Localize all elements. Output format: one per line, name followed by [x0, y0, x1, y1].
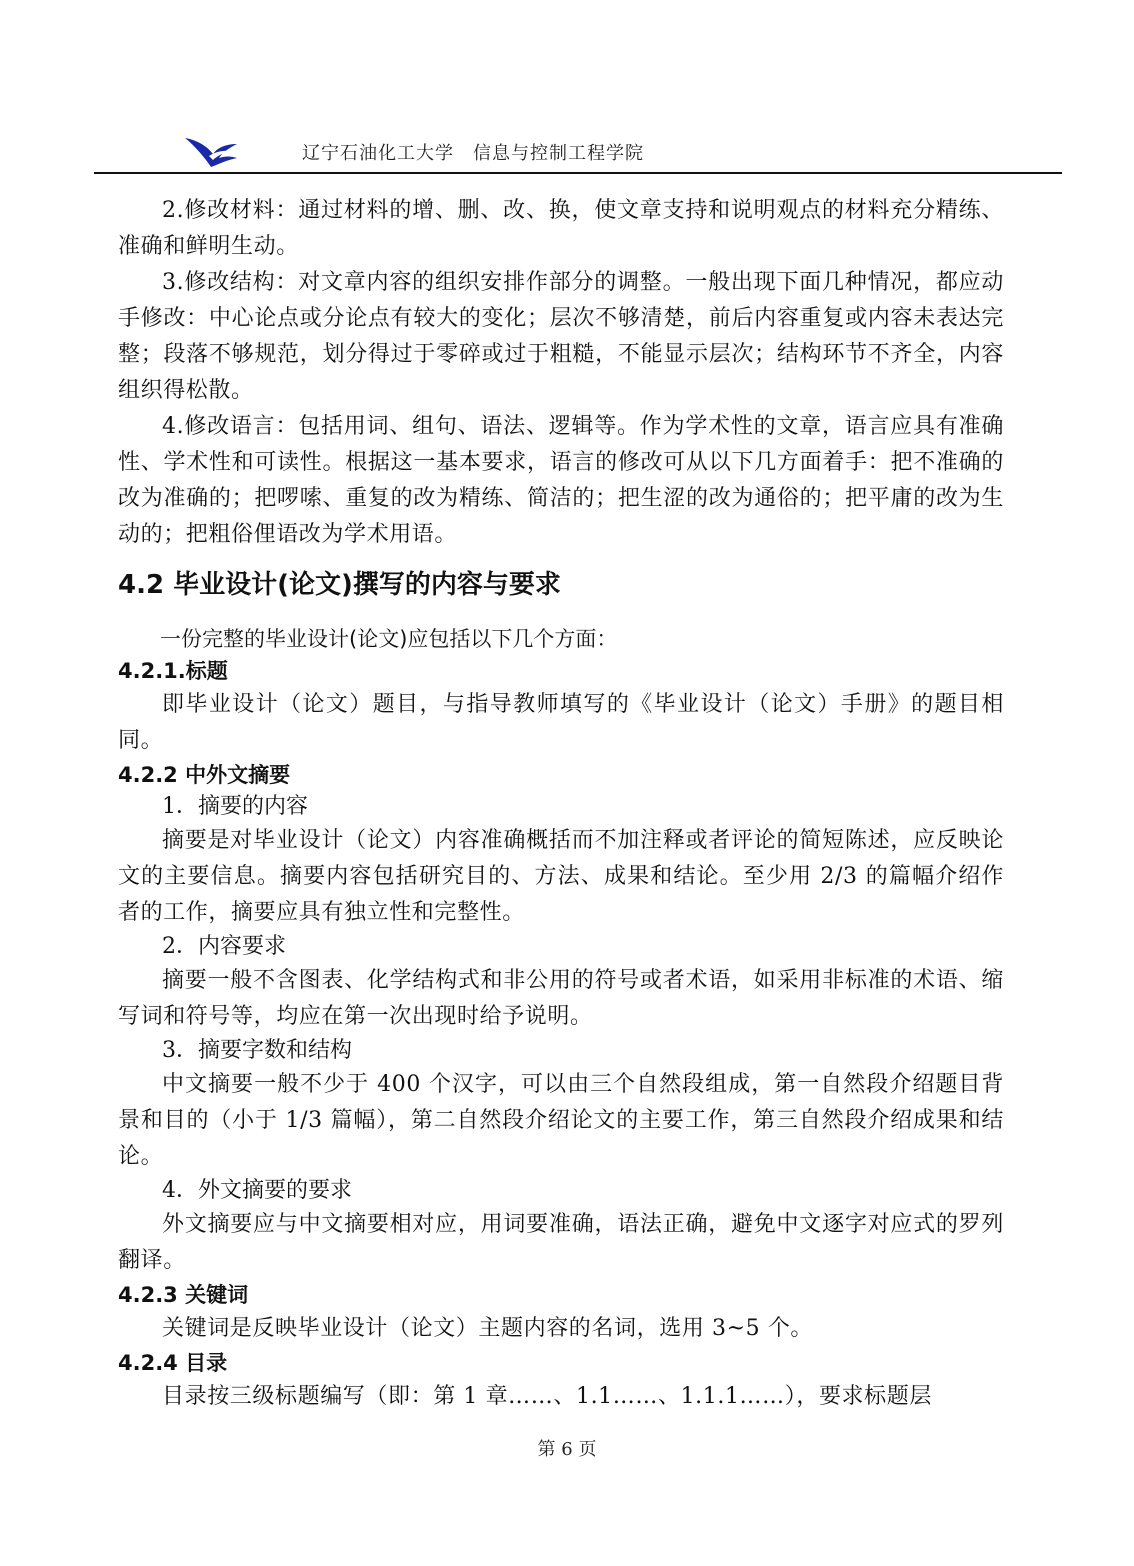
- paragraph-abstract-content: [118, 823, 1004, 931]
- paragraph-toc: 目录按三级标题编写（即：第 1 章……、1.1……、1.1.1……），要求标题层: [162, 1384, 932, 1409]
- abstract-item-4: 4．外文摘要的要求: [162, 1178, 352, 1203]
- paragraph-modify-material: 2.修改材料：通过材料的增、删、改、换，使文章支持和说明观点的材料充分精练、准确和鲜明生动。: [118, 198, 1004, 259]
- keywords-text-emphasis: 主题内容的名词，: [478, 1316, 660, 1341]
- abstract-text-a: 摘要是对毕业设计（论文）内容准确概括而不加注释或者评论的: [162, 828, 800, 853]
- paragraph-abstract-length: 中文摘要一般不少于 400 个汉字，可以由三个自然段组成，第一自然段介绍题目背景和目的（小于 1/3 篇幅），第二自然段介绍论文的主要工作，第三自然段介绍成果和结论。: [118, 1072, 1004, 1169]
- header-divider: [94, 172, 1062, 174]
- abstract-text-emphasis-1: 简短陈述，应反映论文的主要信息。: [118, 828, 1004, 889]
- abstract-item-3: 3．摘要字数和结构: [162, 1038, 352, 1063]
- paragraph-foreign-abstract: 外文摘要应与中文摘要相对应，用词要准确，语法正确，避免中文逐字对应式的罗列翻译。: [118, 1212, 1004, 1273]
- paragraph-keywords: [118, 1311, 1004, 1347]
- heading-4-2-2: 4.2.2 中外文摘要: [118, 763, 291, 787]
- heading-4-2-4: 4.2.4 目录: [118, 1351, 228, 1375]
- page-header: [0, 0, 1134, 180]
- page-number: 第 6 页: [537, 1439, 597, 1460]
- abstract-item-1: 1．摘要的内容: [162, 794, 308, 819]
- header-institution: 辽宁石油化工大学 信息与控制工程学院: [302, 143, 644, 164]
- abstract-text-c: 摘要内容包括: [279, 864, 419, 889]
- keywords-text-c: 选用 3~5 个。: [659, 1316, 814, 1341]
- heading-4-2-3: 4.2.3 关键词: [118, 1283, 249, 1307]
- heading-4-2-1: 4.2.1.标题: [118, 659, 228, 683]
- paragraph-title: 即毕业设计（论文）题目，与指导教师填写的《毕业设计（论文）手册》的题目相同。: [118, 692, 1004, 753]
- paragraph-modify-structure: 3.修改结构：对文章内容的组织安排作部分的调整。一般出现下面几种情况，都应动手修改：中心论点或分论点有较大的变化；层次不够清楚，前后内容重复或内容未表达完整；段落不够规范，划分得过于零碎或过于粗糙，不能显示层次；结构环节不齐全，内容组织得松散。: [118, 270, 1004, 403]
- abstract-text-emphasis-2: 研究目的、方法、成果和结论。: [418, 864, 743, 889]
- keywords-text-a: 关键词是反映毕业设计（论文）: [162, 1316, 479, 1341]
- section-heading-4-2: 4.2 毕业设计(论文)撰写的内容与要求: [118, 570, 561, 600]
- paragraph-modify-language: 4.修改语言：包括用词、组句、语法、逻辑等。作为学术性的文章，语言应具有准确性、学术性和可读性。根据这一基本要求，语言的修改可从以下几方面着手：把不准确的改为准确的；把啰嗦、重复的改为精练、简洁的；把生涩的改为通俗的；把平庸的改为生动的；把粗俗俚语改为学术用语。: [118, 414, 1004, 547]
- university-logo-icon: [183, 134, 239, 168]
- section-lead: 一份完整的毕业设计(论文)应包括以下几个方面：: [160, 627, 618, 651]
- page-content: [118, 193, 1004, 1415]
- paragraph-content-requirements: 摘要一般不含图表、化学结构式和非公用的符号或者术语，如采用非标准的术语、缩写词和符号等，均应在第一次出现时给予说明。: [118, 968, 1004, 1029]
- abstract-item-2: 2．内容要求: [162, 934, 286, 959]
- abstract-text-e: 至少用 2/3 的篇幅介绍作者的工作，摘要应具有独立性和完整性。: [118, 864, 1004, 925]
